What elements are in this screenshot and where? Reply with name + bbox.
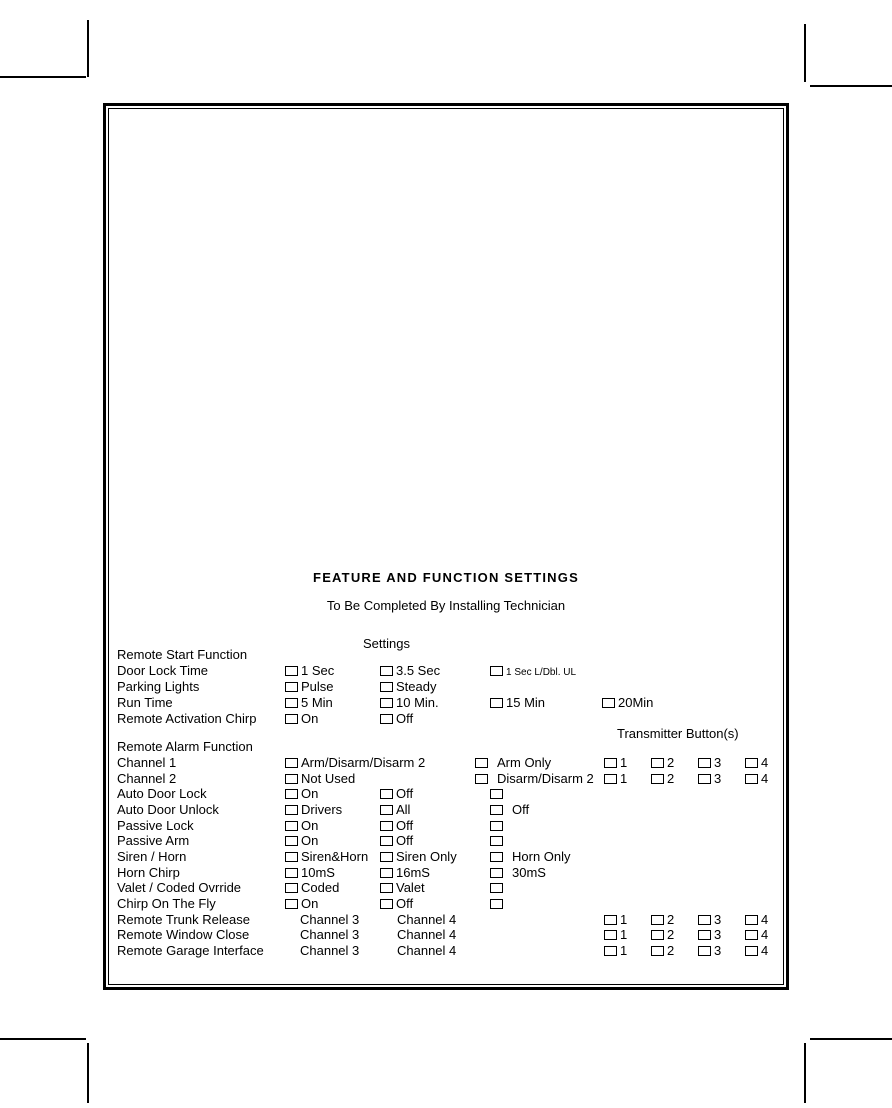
transmitter-option (745, 928, 768, 941)
option-label: Disarm/Disarm 2 (497, 770, 594, 786)
option (475, 772, 594, 785)
transmitter-button-label: 4 (761, 927, 769, 943)
transmitter-button-label: 1 (620, 942, 628, 958)
transmitter-button-label: 3 (714, 911, 722, 927)
option (285, 881, 339, 894)
transmitter-checkbox[interactable] (698, 774, 711, 784)
row-label: Channel 1 (117, 755, 177, 770)
checkbox[interactable] (380, 789, 393, 799)
row-label: Siren / Horn (117, 848, 187, 864)
option (380, 819, 413, 832)
option (300, 944, 359, 957)
option (490, 696, 545, 709)
transmitter-button-label: 4 (761, 911, 769, 927)
transmitter-option (651, 913, 674, 926)
option (300, 913, 359, 926)
row-label: Auto Door Unlock (117, 801, 219, 817)
transmitter-button-label: 3 (714, 942, 722, 958)
checkbox[interactable] (475, 774, 488, 784)
form-row (0, 897, 892, 912)
option (380, 897, 413, 910)
transmitter-option (651, 944, 674, 957)
option-label: 30mS (512, 864, 546, 880)
form-row (0, 712, 892, 727)
option-label: Channel 3 (300, 927, 360, 943)
transmitter-checkbox[interactable] (698, 915, 711, 925)
transmitter-checkbox[interactable] (698, 930, 711, 940)
row-label: Passive Lock (117, 817, 194, 833)
option-label: Off (396, 817, 414, 833)
transmitter-option (604, 913, 627, 926)
transmitter-checkbox[interactable] (651, 758, 664, 768)
option (285, 803, 342, 816)
transmitter-checkbox[interactable] (698, 758, 711, 768)
transmitter-button-label: 3 (714, 770, 722, 786)
transmitter-option (698, 944, 721, 957)
checkbox[interactable] (380, 852, 393, 862)
option-label: Off (396, 833, 414, 849)
option-label: Channel 3 (300, 911, 360, 927)
row-label: Run Time (117, 695, 173, 710)
row-label: Remote Window Close (117, 927, 250, 943)
checkbox[interactable] (475, 758, 488, 768)
checkbox[interactable] (490, 789, 503, 799)
transmitter-button-label: 4 (761, 770, 769, 786)
transmitter-option (651, 928, 674, 941)
form-row (0, 696, 892, 711)
option (490, 897, 506, 910)
option (380, 803, 410, 816)
transmitter-option (698, 913, 721, 926)
option (285, 680, 334, 693)
option-label: Siren Only (396, 848, 457, 864)
option-label: Coded (301, 880, 340, 896)
transmitter-checkbox[interactable] (745, 758, 758, 768)
row-label: Channel 2 (117, 770, 177, 786)
row-label: Remote Activation Chirp (117, 711, 257, 726)
form-row (0, 866, 892, 881)
checkbox[interactable] (380, 666, 393, 676)
option (490, 803, 529, 816)
checkbox[interactable] (285, 698, 298, 708)
option (490, 787, 506, 800)
option (285, 756, 425, 769)
transmitter-buttons-header: Transmitter Button(s) (617, 726, 739, 741)
option (380, 787, 413, 800)
checkbox[interactable] (490, 821, 503, 831)
checkbox[interactable] (285, 774, 298, 784)
form-row (0, 850, 892, 865)
checkbox[interactable] (490, 883, 503, 893)
transmitter-option (745, 772, 768, 785)
option (285, 787, 318, 800)
row-label: Valet / Coded Ovrride (117, 880, 242, 896)
option-label: Off (396, 711, 414, 726)
transmitter-option (604, 772, 627, 785)
transmitter-option (604, 928, 627, 941)
option-label: Arm Only (497, 755, 552, 770)
checkbox[interactable] (490, 868, 503, 878)
checkbox[interactable] (380, 836, 393, 846)
option (285, 834, 318, 847)
transmitter-checkbox[interactable] (651, 930, 664, 940)
option-label: Not Used (301, 770, 356, 786)
option-label: 10 Min. (396, 695, 439, 710)
option (380, 881, 425, 894)
checkbox[interactable] (602, 698, 615, 708)
checkbox[interactable] (380, 868, 393, 878)
option (490, 866, 546, 879)
option (285, 772, 355, 785)
transmitter-option (604, 756, 627, 769)
checkbox[interactable] (285, 789, 298, 799)
transmitter-checkbox[interactable] (745, 930, 758, 940)
option (380, 866, 430, 879)
option (300, 928, 359, 941)
transmitter-option (745, 913, 768, 926)
transmitter-option (604, 944, 627, 957)
option (475, 756, 551, 769)
transmitter-checkbox[interactable] (604, 915, 617, 925)
checkbox[interactable] (380, 883, 393, 893)
checkbox[interactable] (380, 698, 393, 708)
checkbox[interactable] (380, 714, 393, 724)
form-row (0, 913, 892, 928)
option (380, 696, 439, 709)
checkbox[interactable] (285, 821, 298, 831)
option (397, 913, 456, 926)
transmitter-checkbox[interactable] (604, 930, 617, 940)
option-label: Channel 4 (397, 942, 457, 958)
section-label: Remote Start Function (117, 647, 248, 662)
option-label: All (396, 801, 411, 817)
option (380, 680, 436, 693)
transmitter-checkbox[interactable] (651, 774, 664, 784)
option-label: Siren&Horn (301, 848, 369, 864)
checkbox[interactable] (285, 682, 298, 692)
form-row (0, 944, 892, 959)
form-row (0, 834, 892, 849)
form-row (0, 680, 892, 695)
option (285, 866, 335, 879)
transmitter-option (698, 756, 721, 769)
option-label: On (301, 711, 319, 726)
option (602, 696, 653, 709)
option-label: Valet (396, 880, 425, 896)
transmitter-button-label: 4 (761, 755, 769, 770)
checkbox[interactable] (285, 714, 298, 724)
transmitter-option (698, 928, 721, 941)
transmitter-checkbox[interactable] (745, 915, 758, 925)
option-label: 1 Sec L/Dbl. UL (506, 667, 577, 678)
option-label: 3.5 Sec (396, 663, 441, 678)
transmitter-checkbox[interactable] (745, 774, 758, 784)
transmitter-checkbox[interactable] (604, 774, 617, 784)
option-label: 20Min (618, 695, 654, 710)
form-title: FEATURE AND FUNCTION SETTINGS (313, 570, 579, 585)
option-label: Horn Only (512, 848, 571, 864)
transmitter-button-label: 3 (714, 927, 722, 943)
checkbox[interactable] (490, 852, 503, 862)
option-label: 5 Min (301, 695, 333, 710)
option-label: 16mS (396, 864, 430, 880)
option (490, 664, 576, 679)
checkbox[interactable] (380, 682, 393, 692)
transmitter-button-label: 2 (667, 911, 675, 927)
option-label: Channel 4 (397, 927, 457, 943)
transmitter-button-label: 3 (714, 755, 722, 770)
transmitter-button-label: 4 (761, 942, 769, 958)
option (285, 664, 334, 677)
option-label: Off (512, 801, 530, 817)
option-label: Steady (396, 679, 437, 694)
transmitter-option (651, 756, 674, 769)
form-subtitle: To Be Completed By Installing Technician (326, 598, 566, 613)
transmitter-option (651, 772, 674, 785)
transmitter-checkbox[interactable] (651, 915, 664, 925)
option (397, 944, 456, 957)
option-label: On (301, 786, 319, 802)
option (380, 664, 440, 677)
option-label: On (301, 895, 319, 911)
checkbox[interactable] (285, 868, 298, 878)
checkbox[interactable] (285, 899, 298, 909)
checkbox[interactable] (490, 805, 503, 815)
checkbox[interactable] (490, 836, 503, 846)
row-label: Horn Chirp (117, 864, 180, 880)
form-row (0, 756, 892, 771)
form-row (0, 819, 892, 834)
transmitter-button-label: 1 (620, 927, 628, 943)
transmitter-option (745, 944, 768, 957)
form-row (0, 664, 892, 679)
transmitter-option (745, 756, 768, 769)
checkbox[interactable] (285, 758, 298, 768)
transmitter-checkbox[interactable] (745, 946, 758, 956)
option (285, 897, 318, 910)
transmitter-button-label: 1 (620, 755, 628, 770)
option (285, 696, 333, 709)
option-label: Off (396, 895, 414, 911)
option-label: 10mS (301, 864, 335, 880)
transmitter-button-label: 2 (667, 942, 675, 958)
option (285, 819, 318, 832)
transmitter-button-label: 1 (620, 911, 628, 927)
row-label: Remote Trunk Release (117, 911, 250, 927)
checkbox[interactable] (490, 698, 503, 708)
option (380, 712, 413, 725)
form-row (0, 803, 892, 818)
row-label: Passive Arm (117, 833, 190, 849)
transmitter-button-label: 2 (667, 770, 675, 786)
option (285, 712, 318, 725)
option-label: 15 Min (506, 695, 546, 710)
option (490, 881, 506, 894)
transmitter-button-label: 2 (667, 927, 675, 943)
form-row (0, 928, 892, 943)
checkbox[interactable] (490, 899, 503, 909)
option (380, 834, 413, 847)
option-label: Arm/Disarm/Disarm 2 (301, 755, 426, 770)
checkbox[interactable] (380, 899, 393, 909)
form-row (0, 772, 892, 787)
row-label: Parking Lights (117, 679, 200, 694)
transmitter-checkbox[interactable] (651, 946, 664, 956)
option (490, 819, 506, 832)
option (490, 834, 506, 847)
row-label: Remote Garage Interface (117, 942, 264, 958)
transmitter-checkbox[interactable] (604, 946, 617, 956)
checkbox[interactable] (285, 666, 298, 676)
transmitter-option (698, 772, 721, 785)
option-label: Channel 3 (300, 942, 360, 958)
transmitter-button-label: 2 (667, 755, 675, 770)
option-label: 1 Sec (301, 663, 335, 678)
checkbox[interactable] (285, 836, 298, 846)
checkbox[interactable] (285, 883, 298, 893)
option-label: On (301, 833, 319, 849)
section-label: Remote Alarm Function (117, 739, 253, 754)
transmitter-checkbox[interactable] (604, 758, 617, 768)
option-label: Off (396, 786, 414, 802)
option-label: Pulse (301, 679, 334, 694)
row-label: Auto Door Lock (117, 786, 207, 802)
checkbox[interactable] (380, 805, 393, 815)
option (380, 850, 457, 863)
option (490, 850, 571, 863)
checkbox[interactable] (490, 666, 503, 676)
row-label: Door Lock Time (117, 663, 209, 678)
option-label: Drivers (301, 801, 343, 817)
option-label: Channel 4 (397, 911, 457, 927)
transmitter-checkbox[interactable] (698, 946, 711, 956)
form-row (0, 881, 892, 896)
checkbox[interactable] (380, 821, 393, 831)
option (397, 928, 456, 941)
checkbox[interactable] (285, 852, 298, 862)
option-label: On (301, 817, 319, 833)
settings-column-header: Settings (363, 636, 410, 651)
checkbox[interactable] (285, 805, 298, 815)
option (285, 850, 368, 863)
form-row (0, 787, 892, 802)
transmitter-button-label: 1 (620, 770, 628, 786)
row-label: Chirp On The Fly (117, 895, 216, 911)
